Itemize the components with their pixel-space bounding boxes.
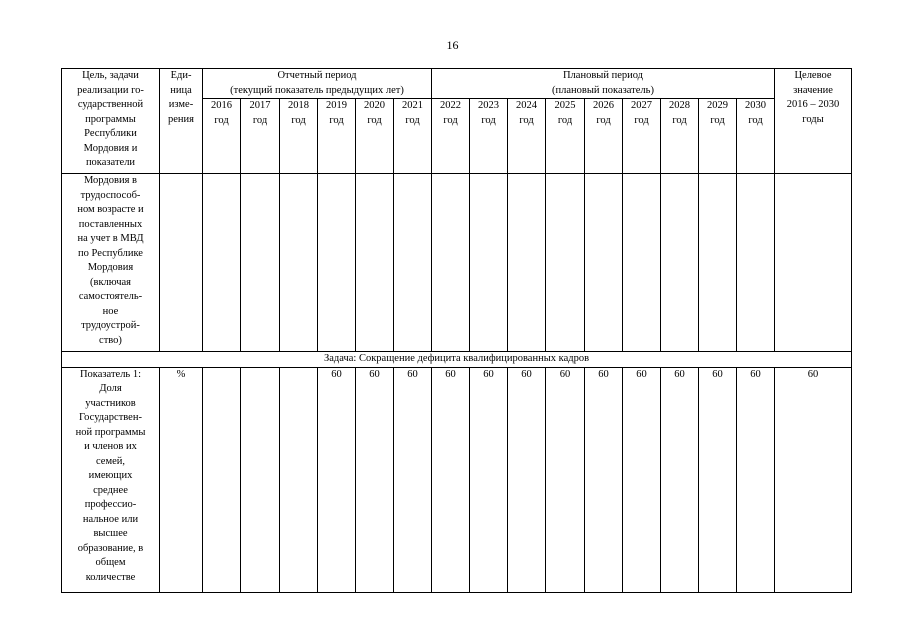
year-header-cell: [432, 99, 470, 174]
empty-cell: [775, 174, 852, 352]
goal-header-line: Мордовия и: [83, 142, 138, 154]
table-row-task: [62, 352, 852, 368]
year-unit-label: год: [252, 114, 268, 126]
year-unit-label: год: [596, 114, 611, 126]
cell-text-line: самостоятель-: [78, 291, 143, 302]
value-cell: [241, 367, 280, 592]
year-label: 2023: [478, 100, 499, 111]
table-row-continuation: [62, 174, 852, 352]
empty-cell: [318, 174, 356, 352]
cell-text-line: Показатель 1:: [79, 368, 142, 380]
year-header-cell: [280, 99, 318, 174]
task-heading: Задача: Сокращение дефицита квалифицированных кадров: [62, 352, 852, 368]
year-header-cell: [585, 99, 623, 174]
year-unit-label: год: [329, 114, 344, 126]
year-unit-label: год: [443, 114, 458, 126]
report-period-header: [203, 69, 432, 99]
value-cell: [203, 367, 241, 592]
year-label: 2021: [402, 100, 423, 111]
cell-text-line: семей,: [96, 455, 125, 467]
year-unit-label: год: [672, 114, 687, 126]
empty-cell: [661, 174, 699, 352]
unit-column-header: [160, 69, 203, 174]
cell-text-line: высшее: [93, 528, 128, 539]
empty-cell: [585, 174, 623, 352]
goal-header-line: показатели: [85, 157, 136, 168]
year-header-cell: [699, 99, 737, 174]
value-cell: 60: [546, 367, 585, 592]
target-value-cell: 60: [775, 367, 852, 592]
target-header-line: Целевое: [794, 70, 832, 81]
cell-text-line: Государствен-: [79, 412, 142, 423]
year-header-cell: [737, 99, 775, 174]
year-header-cell: [318, 99, 356, 174]
cell-text-line: Мордовия: [87, 262, 134, 273]
plan-period-subtitle: (плановый показатель): [552, 84, 654, 96]
year-label: 2027: [631, 100, 652, 111]
empty-cell: [546, 174, 585, 352]
value-cell: 60: [470, 367, 508, 592]
year-header-cell: [470, 99, 508, 174]
goal-header-line: реализации го-: [77, 84, 144, 96]
year-unit-label: год: [634, 114, 649, 126]
cell-text-line: на учет в МВД: [77, 233, 144, 244]
cell-text-line: поставленных: [78, 218, 143, 230]
unit-header-line: рения: [168, 113, 194, 125]
report-period-subtitle: (текущий показатель предыдущих лет): [230, 84, 404, 96]
cell-text-line: Доля: [99, 383, 122, 394]
cell-text-line: участников: [85, 397, 136, 409]
year-unit-label: год: [710, 114, 725, 126]
value-cell: 60: [585, 367, 623, 592]
year-unit-label: год: [557, 114, 573, 126]
year-unit-label: год: [519, 114, 534, 126]
year-header-cell: [623, 99, 661, 174]
empty-cell: [470, 174, 508, 352]
goal-column-header: [62, 69, 160, 174]
empty-cell: [394, 174, 432, 352]
empty-cell: [699, 174, 737, 352]
year-header-cell: [546, 99, 585, 174]
value-cell: 60: [508, 367, 546, 592]
cell-text-line: профессио-: [84, 499, 137, 510]
value-cell: [280, 367, 318, 592]
table-row-indicator-1: [62, 367, 852, 592]
value-cell: 60: [737, 367, 775, 592]
cell-text-line: и членов их: [84, 441, 137, 452]
value-cell: 60: [623, 367, 661, 592]
cell-text-line: ной программы: [75, 426, 146, 438]
header-row-periods: [62, 69, 852, 99]
unit-header-line: Еди-: [170, 70, 192, 81]
empty-cell: [508, 174, 546, 352]
year-unit-label: год: [291, 114, 306, 126]
year-label: 2025: [554, 100, 576, 111]
value-cell: 60: [318, 367, 356, 592]
year-label: 2022: [440, 100, 461, 111]
cell-text-line: имеющих: [88, 470, 133, 481]
target-header-line: 2016 – 2030: [786, 99, 840, 110]
empty-cell: [160, 174, 203, 352]
empty-cell: [737, 174, 775, 352]
empty-cell: [356, 174, 394, 352]
cell-text-line: нальное или: [82, 513, 139, 525]
year-header-cell: [356, 99, 394, 174]
goal-header-line: программы: [85, 113, 136, 125]
empty-cell: [203, 174, 241, 352]
year-header-cell: [203, 99, 241, 174]
indicators-table: [61, 68, 852, 593]
indicator-text-cell: [62, 367, 160, 592]
year-header-cell: [241, 99, 280, 174]
year-unit-label: год: [214, 114, 229, 126]
cell-text-line: трудоустрой-: [81, 320, 140, 331]
cell-text-line: Мордовия в: [83, 175, 138, 186]
target-header-line: значение: [793, 84, 833, 96]
empty-cell: [432, 174, 470, 352]
year-unit-label: год: [405, 114, 420, 126]
empty-cell: [623, 174, 661, 352]
year-label: 2019: [326, 100, 347, 111]
value-cell: 60: [394, 367, 432, 592]
value-cell: 60: [699, 367, 737, 592]
year-header-cell: [394, 99, 432, 174]
report-period-title: Отчетный период: [277, 70, 357, 81]
cell-text-line: общем: [95, 557, 126, 568]
year-label: 2030: [745, 100, 766, 111]
year-label: 2016: [211, 100, 232, 111]
unit-header-line: ница: [170, 84, 192, 96]
goal-header-line: Республики: [84, 128, 137, 139]
year-header-cell: [508, 99, 546, 174]
cell-text-line: по Республике: [78, 247, 143, 259]
year-unit-label: год: [481, 114, 496, 126]
value-cell: 60: [661, 367, 699, 592]
cell-text-line: ство): [99, 334, 122, 346]
page-number: 16: [446, 38, 459, 52]
cell-text-line: образование, в: [77, 542, 144, 554]
goal-header-line: сударственной: [77, 99, 144, 110]
year-unit-label: год: [748, 114, 763, 126]
year-label: 2029: [707, 100, 728, 111]
year-label: 2028: [669, 100, 690, 111]
continuation-text-cell: [62, 174, 160, 352]
plan-period-header: [432, 69, 775, 99]
unit-header-line: изме-: [168, 99, 194, 110]
goal-header-line: Цель, задачи: [82, 70, 139, 81]
cell-text-line: среднее: [93, 484, 128, 496]
target-header-line: годы: [802, 113, 824, 125]
cell-text-line: количестве: [85, 571, 136, 583]
value-cell: 60: [432, 367, 470, 592]
cell-text-line: ном возрасте и: [77, 204, 144, 215]
year-label: 2020: [364, 100, 385, 111]
year-label: 2026: [593, 100, 614, 111]
cell-text-line: ное: [102, 305, 119, 317]
cell-text-line: (включая: [89, 276, 131, 288]
year-label: 2017: [249, 100, 271, 111]
year-unit-label: год: [367, 114, 382, 126]
year-header-cell: [661, 99, 699, 174]
target-column-header: [775, 69, 852, 174]
value-cell: 60: [356, 367, 394, 592]
year-label: 2018: [288, 100, 309, 111]
empty-cell: [241, 174, 280, 352]
unit-cell: %: [160, 367, 203, 592]
plan-period-title: Плановый период: [562, 70, 644, 81]
cell-text-line: трудоспособ-: [80, 189, 141, 201]
year-label: 2024: [516, 100, 537, 111]
empty-cell: [280, 174, 318, 352]
